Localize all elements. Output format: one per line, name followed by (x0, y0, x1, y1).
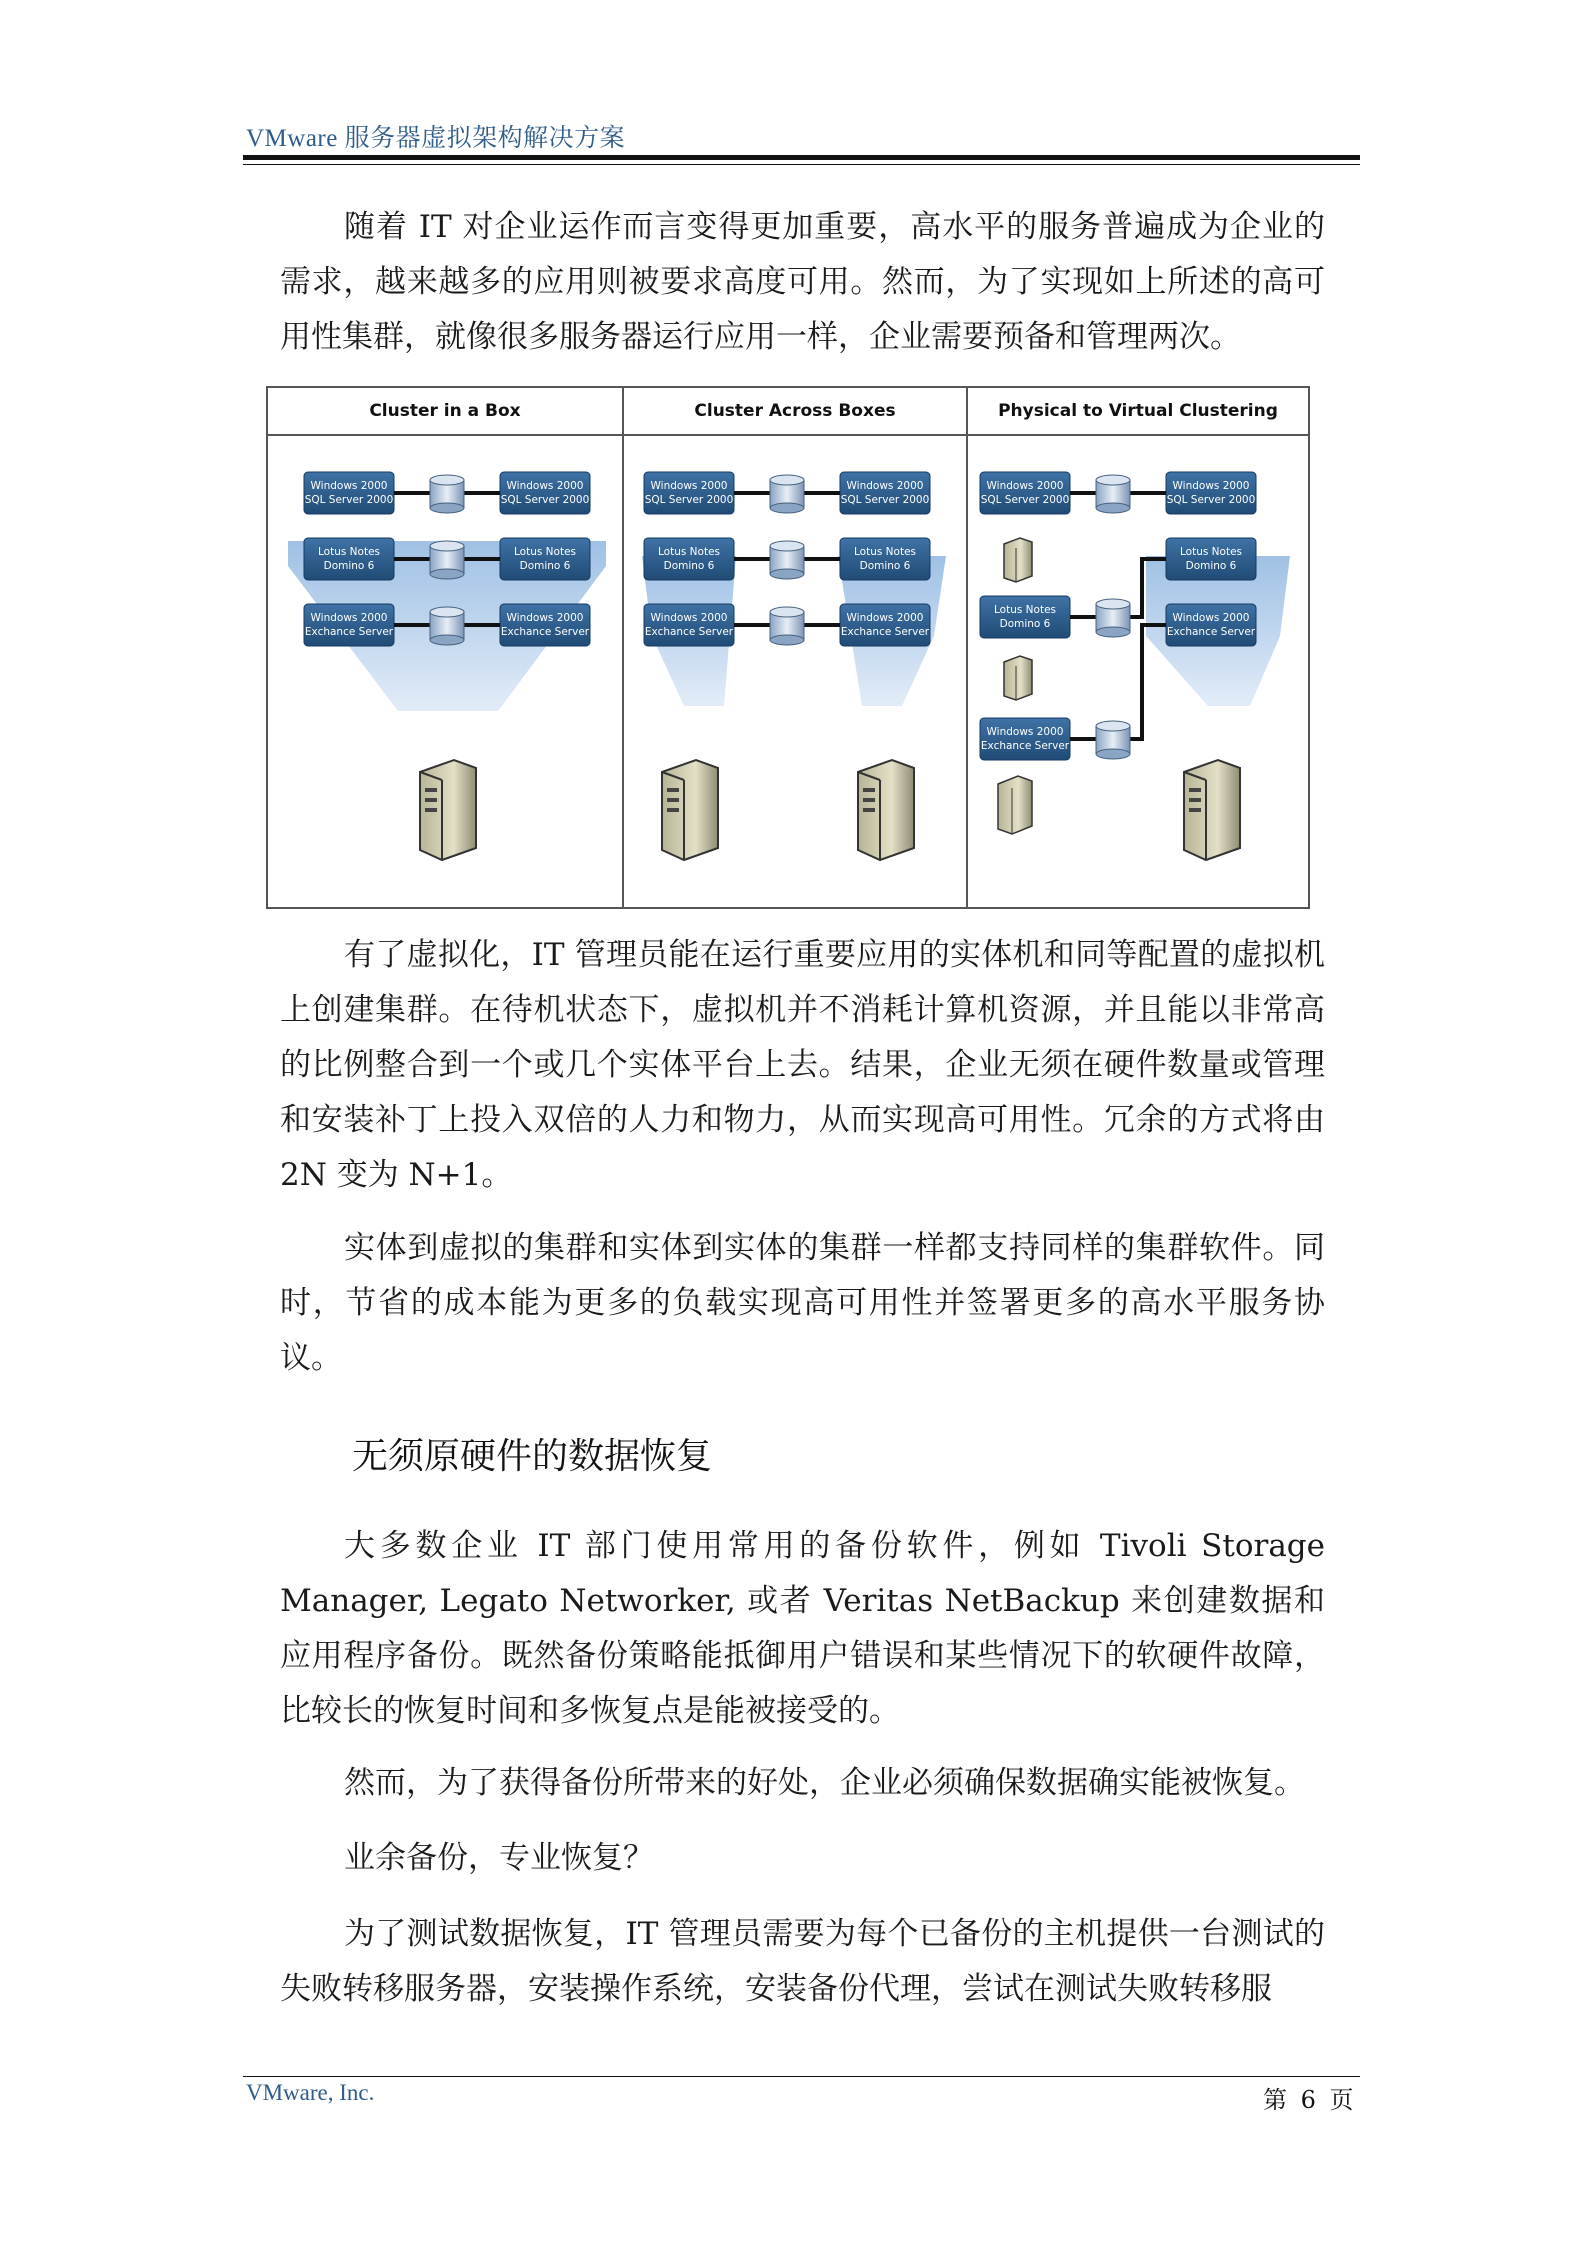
vm-box (644, 538, 734, 580)
server-icon (420, 760, 476, 860)
footer-rule (243, 2076, 1360, 2077)
vm-box (1166, 604, 1256, 646)
server-icon (998, 776, 1032, 834)
vm-box (980, 718, 1070, 760)
svg-text:Windows 2000: Windows 2000 (846, 480, 924, 492)
footer-company: VMware, Inc. (246, 2080, 375, 2105)
vm-box (500, 472, 590, 514)
svg-text:Domino 6: Domino 6 (1185, 560, 1237, 572)
paragraph-3: 实体到虚拟的集群和实体到实体的集群一样都支持同样的集群软件。同时，节省的成本能为更多的负载实现高可用性并签署更多的高水平服务协议。 (280, 1230, 1325, 1376)
svg-text:Windows 2000: Windows 2000 (506, 612, 584, 624)
vm-box (304, 538, 394, 580)
svg-text:Windows 2000: Windows 2000 (506, 480, 584, 492)
svg-text:SQL Server 2000: SQL Server 2000 (1166, 494, 1256, 506)
svg-text:Windows 2000: Windows 2000 (650, 480, 728, 492)
svg-text:Windows 2000: Windows 2000 (846, 612, 924, 624)
paragraph-2: 有了虚拟化，IT 管理员能在运行重要应用的实体机和同等配置的虚拟机上创建集群。在待机状态下，虚拟机并不消耗计算机资源，并且能以非常高的比例整合到一个或几个实体平台上去。结果，企业无须在硬件数量或管理和安装补丁上投入双倍的人力和物力，从而实现高可用性。冗余的方式将由 2N 变为 N+1。 (280, 937, 1325, 1193)
panel-3-graphics (980, 472, 1290, 860)
disk-icon (1096, 721, 1130, 759)
svg-text:Domino 6: Domino 6 (323, 560, 375, 572)
svg-text:Windows 2000: Windows 2000 (650, 612, 728, 624)
svg-text:Windows 2000: Windows 2000 (1172, 480, 1250, 492)
svg-text:Exchance Server: Exchance Server (304, 626, 394, 638)
svg-text:Domino 6: Domino 6 (859, 560, 911, 572)
vm-box (1166, 472, 1256, 514)
paragraph-6: 业余备份，专业恢复？ (344, 1840, 654, 1876)
panel-title: Cluster in a Box (268, 388, 622, 436)
disk-icon (430, 541, 464, 579)
paragraph-1: 随着 IT 对企业运作而言变得更加重要，高水平的服务普遍成为企业的需求，越来越多的应用则被要求高度可用。然而，为了实现如上所述的高可用性集群，就像很多服务器运行应用一样，企业需要预备和管理两次。 (280, 209, 1325, 355)
section-heading: 无须原硬件的数据恢复 (352, 1436, 713, 1477)
vm-box (500, 604, 590, 646)
vm-box (304, 472, 394, 514)
panel-1-graphics (288, 472, 606, 860)
svg-text:Windows 2000: Windows 2000 (986, 726, 1064, 738)
server-icon (662, 760, 718, 860)
svg-text:Exchance Server: Exchance Server (840, 626, 930, 638)
svg-text:Windows 2000: Windows 2000 (310, 612, 388, 624)
page-header-title: VMware 服务器虚拟架构解决方案 (246, 125, 626, 152)
svg-text:Lotus Notes: Lotus Notes (658, 546, 720, 558)
panel-title: Physical to Virtual Clustering (968, 388, 1308, 436)
header-rule (243, 155, 1360, 160)
server-icon (858, 760, 914, 860)
svg-text:Domino 6: Domino 6 (999, 618, 1051, 630)
svg-text:Lotus Notes: Lotus Notes (854, 546, 916, 558)
svg-text:SQL Server 2000: SQL Server 2000 (644, 494, 734, 506)
server-icon (1184, 760, 1240, 860)
svg-text:Exchance Server: Exchance Server (644, 626, 734, 638)
paragraph-5: 然而，为了获得备份所带来的好处，企业必须确保数据确实能被恢复。 (344, 1765, 1305, 1801)
disk-icon (770, 541, 804, 579)
vm-box (304, 604, 394, 646)
svg-text:Lotus Notes: Lotus Notes (994, 604, 1056, 616)
svg-text:SQL Server 2000: SQL Server 2000 (980, 494, 1070, 506)
disk-icon (770, 475, 804, 513)
disk-icon (1096, 599, 1130, 637)
vm-box (1166, 538, 1256, 580)
vm-box (840, 604, 930, 646)
cluster-diagram (268, 436, 1308, 906)
svg-text:Lotus Notes: Lotus Notes (318, 546, 380, 558)
svg-text:Exchance Server: Exchance Server (980, 740, 1070, 752)
svg-text:Domino 6: Domino 6 (519, 560, 571, 572)
svg-text:Domino 6: Domino 6 (663, 560, 715, 572)
svg-text:Windows 2000: Windows 2000 (986, 480, 1064, 492)
panel-2-graphics (642, 472, 946, 860)
server-icon (1004, 538, 1032, 582)
svg-text:Lotus Notes: Lotus Notes (514, 546, 576, 558)
server-icon (1004, 656, 1032, 700)
panel-title: Cluster Across Boxes (624, 388, 966, 436)
paragraph-4: 大多数企业 IT 部门使用常用的备份软件，例如 Tivoli Storage Manager, Legato Networker, 或者 Veritas NetBackup 来创建数据和应用程序备份。既然备份策略能抵御用户错误和某些情况下的软硬件故障，比较长的恢复时间和多恢复点是能被接受的。 (280, 1528, 1325, 1729)
svg-text:SQL Server 2000: SQL Server 2000 (840, 494, 930, 506)
vm-box (644, 604, 734, 646)
vm-box (840, 538, 930, 580)
vm-box (500, 538, 590, 580)
disk-icon (430, 475, 464, 513)
svg-text:Exchance Server: Exchance Server (500, 626, 590, 638)
vm-box (840, 472, 930, 514)
disk-icon (430, 607, 464, 645)
svg-text:Windows 2000: Windows 2000 (1172, 612, 1250, 624)
vm-box (980, 472, 1070, 514)
svg-text:SQL Server 2000: SQL Server 2000 (500, 494, 590, 506)
svg-text:SQL Server 2000: SQL Server 2000 (304, 494, 394, 506)
header-rule-thin (243, 164, 1360, 165)
svg-text:Exchance Server: Exchance Server (1166, 626, 1256, 638)
vm-box (980, 596, 1070, 638)
svg-text:Windows 2000: Windows 2000 (310, 480, 388, 492)
svg-text:Lotus Notes: Lotus Notes (1180, 546, 1242, 558)
disk-icon (770, 607, 804, 645)
vm-box (644, 472, 734, 514)
disk-icon (1096, 475, 1130, 513)
cluster-figure (266, 386, 1310, 909)
paragraph-7: 为了测试数据恢复，IT 管理员需要为每个已备份的主机提供一台测试的失败转移服务器，安装操作系统，安装备份代理，尝试在测试失败转移服 (280, 1916, 1325, 2007)
page-number: 第 6 页 (1263, 2086, 1354, 2114)
